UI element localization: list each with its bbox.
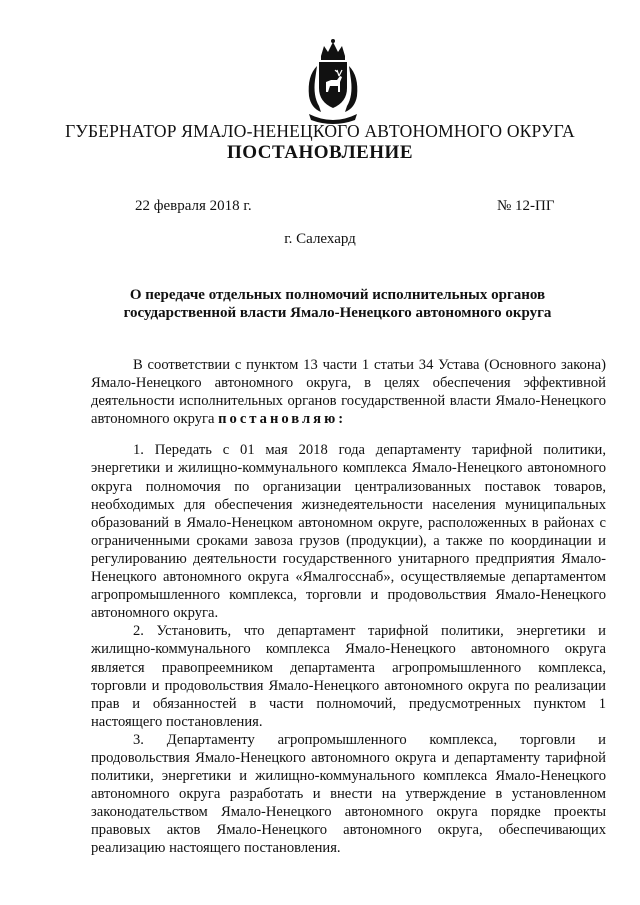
subject-line-2: государственной власти Ямало-Ненецкого автономного округа [123,305,552,321]
document-type: ПОСТАНОВЛЕНИЕ [226,142,414,163]
decree-word: постановляю: [218,411,347,428]
governor-title: ГУБЕРНАТОР ЯМАЛО-НЕНЕЦКОГО АВТОНОМНОГО ОКРУГА [65,121,575,141]
coat-of-arms-emblem [295,36,371,128]
subject-line-1: О передаче отдельных полномочий исполнительных органов [129,287,546,303]
preamble-paragraph [91,356,606,428]
item-2: 2. Установить, что департамент тарифной политики, энергетики и жилищно-коммунального комплекса Ямало-Ненецкого автономного округа является правопреемником департамента агропромышленного комплекса, торговли и продовольствия Ямало-Ненецкого автономного округа по реализации прав и обязанностей в части полномочий, предусмотренных пунктом 1 настоящего постановления. [91,623,606,730]
preamble-text: В соответствии с пунктом 13 части 1 статьи 34 Устава (Основного закона) Ямало-Ненецкого автономного округа, в целях обеспечения эффективной деятельности исполнительных органов государственной власти Ямало-Ненецкого автономного округа [91,357,606,428]
item-1: 1. Передать с 01 мая 2018 года департаменту тарифной политики, энергетики и жилищно-коммунального комплекса Ямало-Ненецкого автономного округа полномочия по организации централизованных поставок товаров, необходимых для обеспечения жизнедеятельности населения муниципальных образований в Ямало-Ненецком автономном округе, расположенных в районах с ограниченными сроками завоза грузов (продукции), а также по координации и регулированию деятельности государственного унитарного предприятия Ямало-Ненецкого автономного округа «Ямалгосснаб», осуществляемые департаментом агропромышленного комплекса, торговли и продовольствия Ямало-Ненецкого автономного округа. [91,442,606,622]
document-date: 22 февраля 2018 г. [135,198,252,214]
item-3: 3. Департаменту агропромышленного комплекса, торговли и продовольствия Ямало-Ненецкого автономного округа и департаменту тарифной политики, энергетики и жилищно-коммунального комплекса Ямало-Ненецкого автономного округа разработать и внести на утверждение в установленном законодательством Ямало-Ненецкого автономного округа порядке проекты правовых актов Ямало-Ненецкого автономного округа, обеспечивающих реализацию настоящего постановления. [91,731,606,857]
document-city: г. Салехард [284,231,356,247]
document-number: № 12-ПГ [497,198,555,214]
document-subject [110,286,565,322]
document-body [91,356,606,858]
